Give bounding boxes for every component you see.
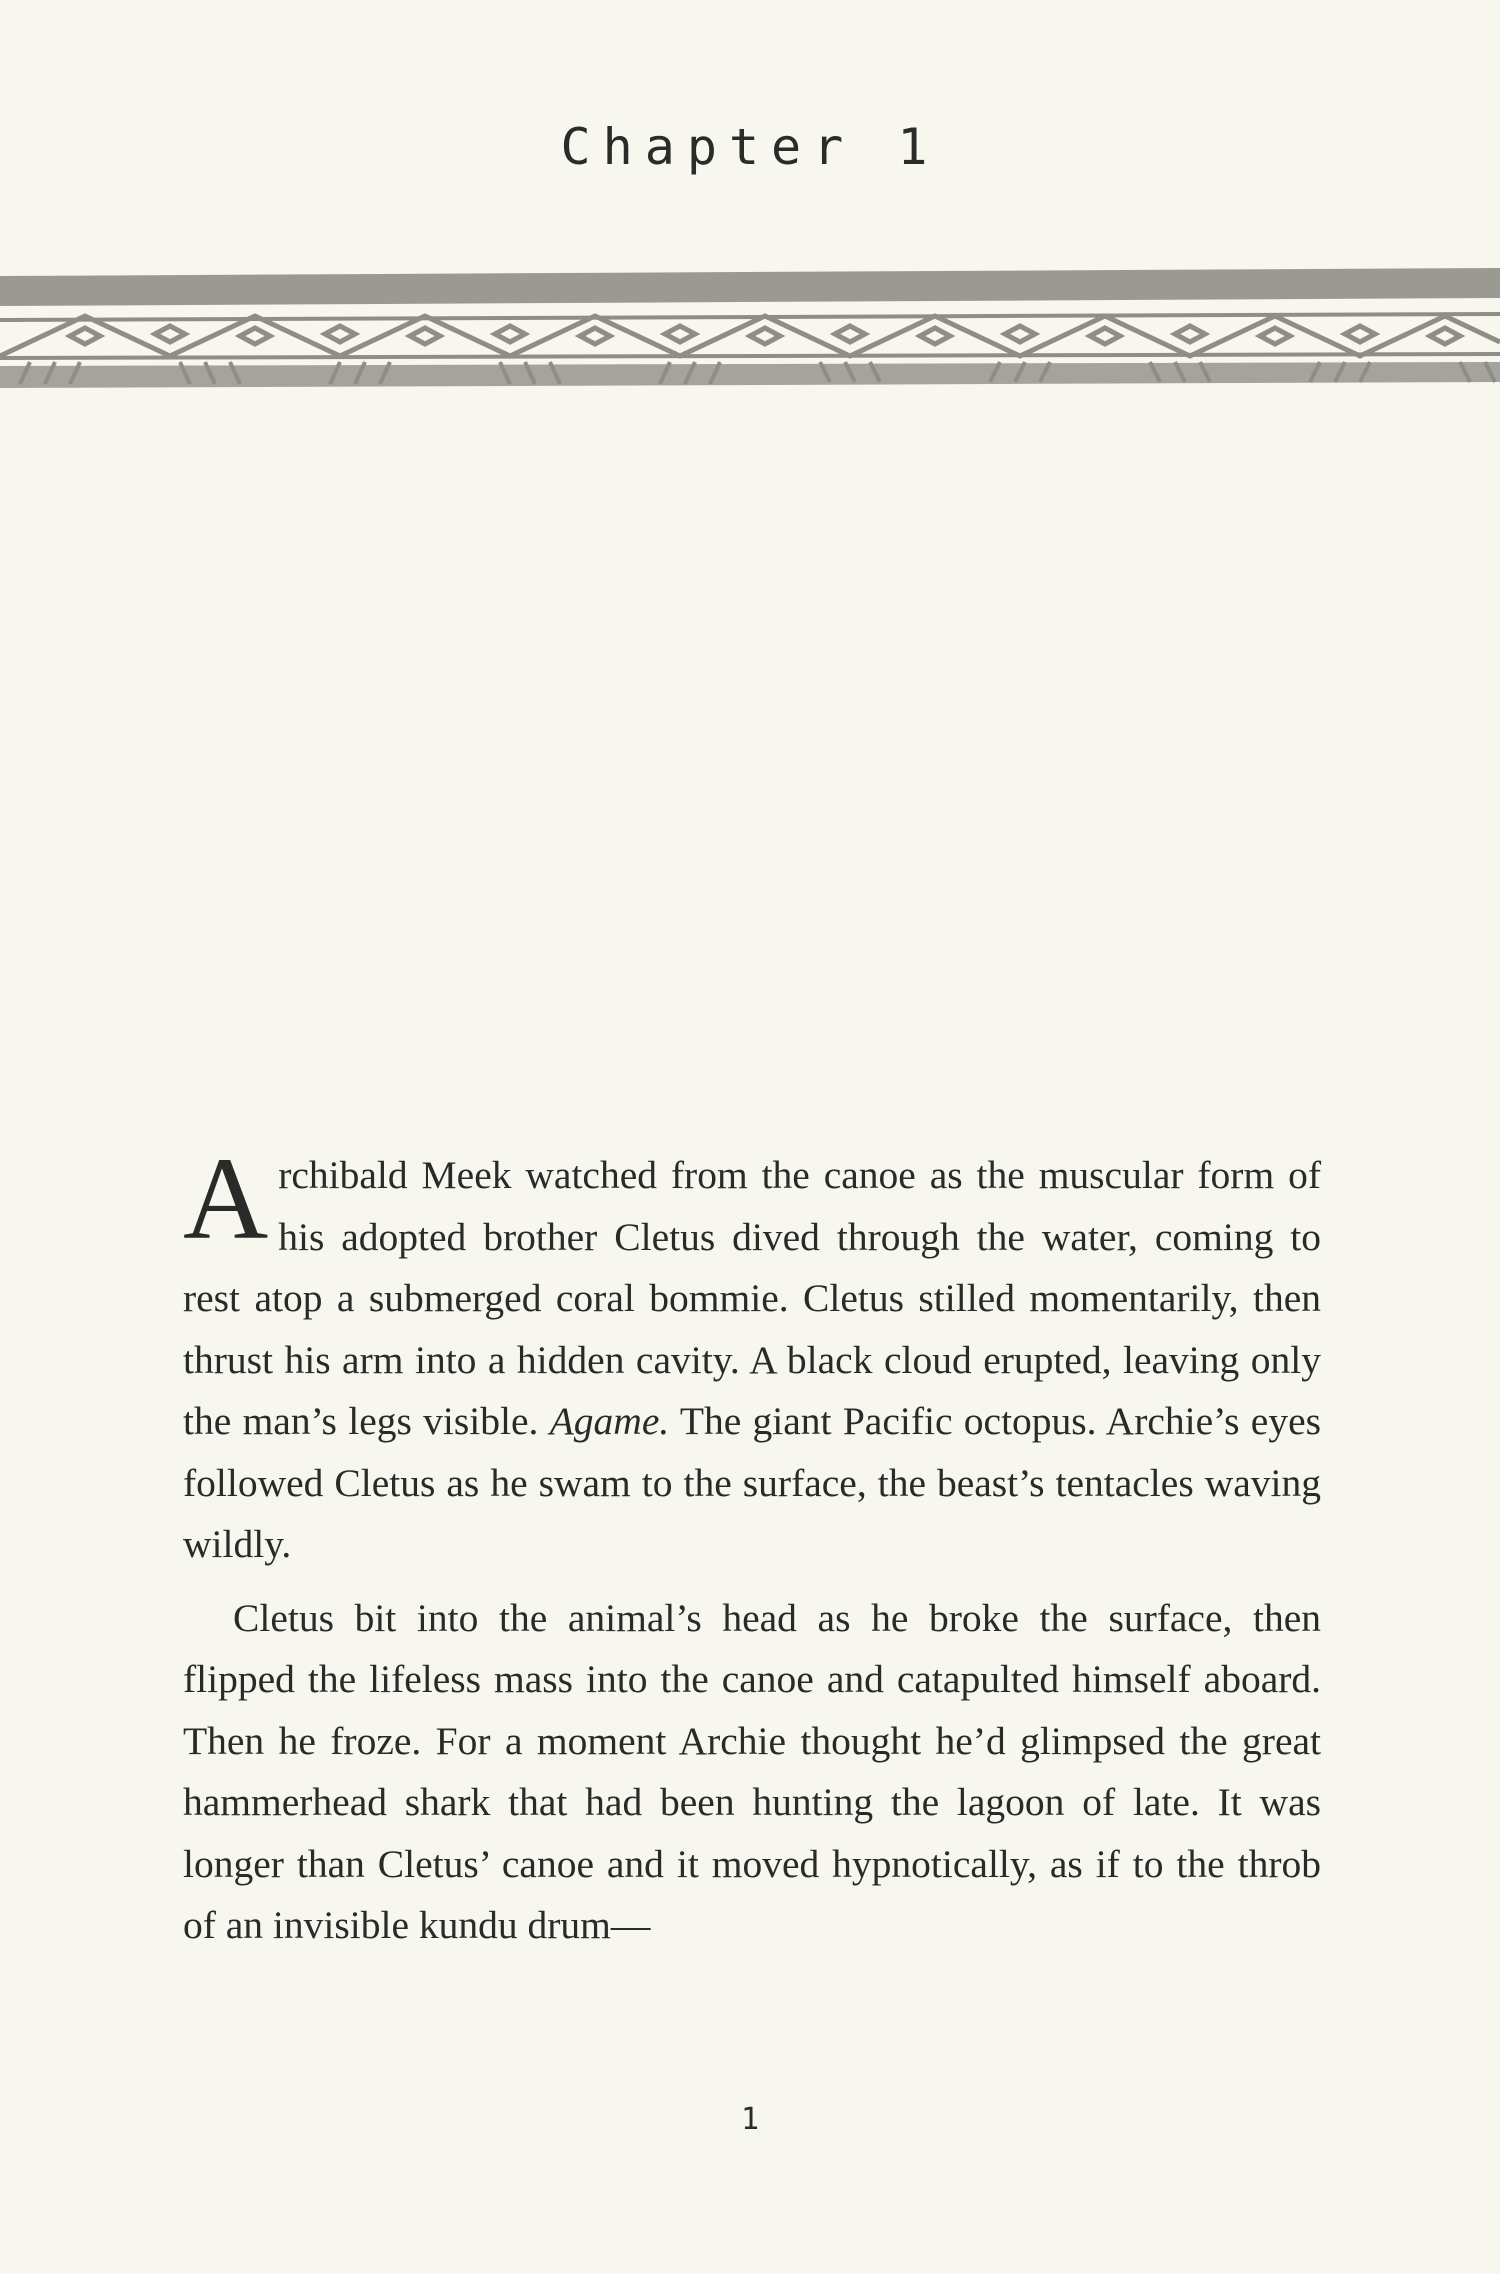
opening-paragraph-text-continued: The giant Pacific octopus. Archie’s eyes followed Cletus as he swam to the surface, the beast’s tentacles waving wildly. bbox=[183, 1399, 1321, 1566]
drop-cap: A bbox=[183, 1133, 269, 1264]
page-number: 1 bbox=[740, 2102, 760, 2137]
decorative-border-band bbox=[0, 258, 1500, 408]
second-paragraph: Cletus bit into the animal’s head as he broke the surface, then flipped the lifeless mass into the canoe and catapulted himself aboard. Then he froze. For a moment Archie thought he’d glimpsed the great hammerhead shark that had been hunting the lagoon of late. It was longer than Cletus’ canoe and it moved hypnotically, as if to the throb of an invisible kundu drum— bbox=[183, 1595, 1321, 1947]
opening-paragraph bbox=[183, 1133, 1321, 1576]
chapter-body-text bbox=[183, 1133, 1321, 1957]
italic-word: Agame. bbox=[549, 1399, 670, 1443]
chapter-heading: Chapter 1 bbox=[560, 118, 940, 176]
border-top-bar bbox=[0, 268, 1500, 306]
opening-paragraph-text: rchibald Meek watched from the canoe as the muscular form of his adopted brother Cletus dived through the water, coming to rest atop a submerged coral bommie. Cletus stilled momentarily, then thrust his arm into a hidden cavity. A black cloud erupted, leaving only the man’s legs visible. bbox=[183, 1153, 1321, 1443]
border-bottom-bar bbox=[0, 362, 1500, 388]
border-pattern bbox=[0, 314, 1500, 358]
